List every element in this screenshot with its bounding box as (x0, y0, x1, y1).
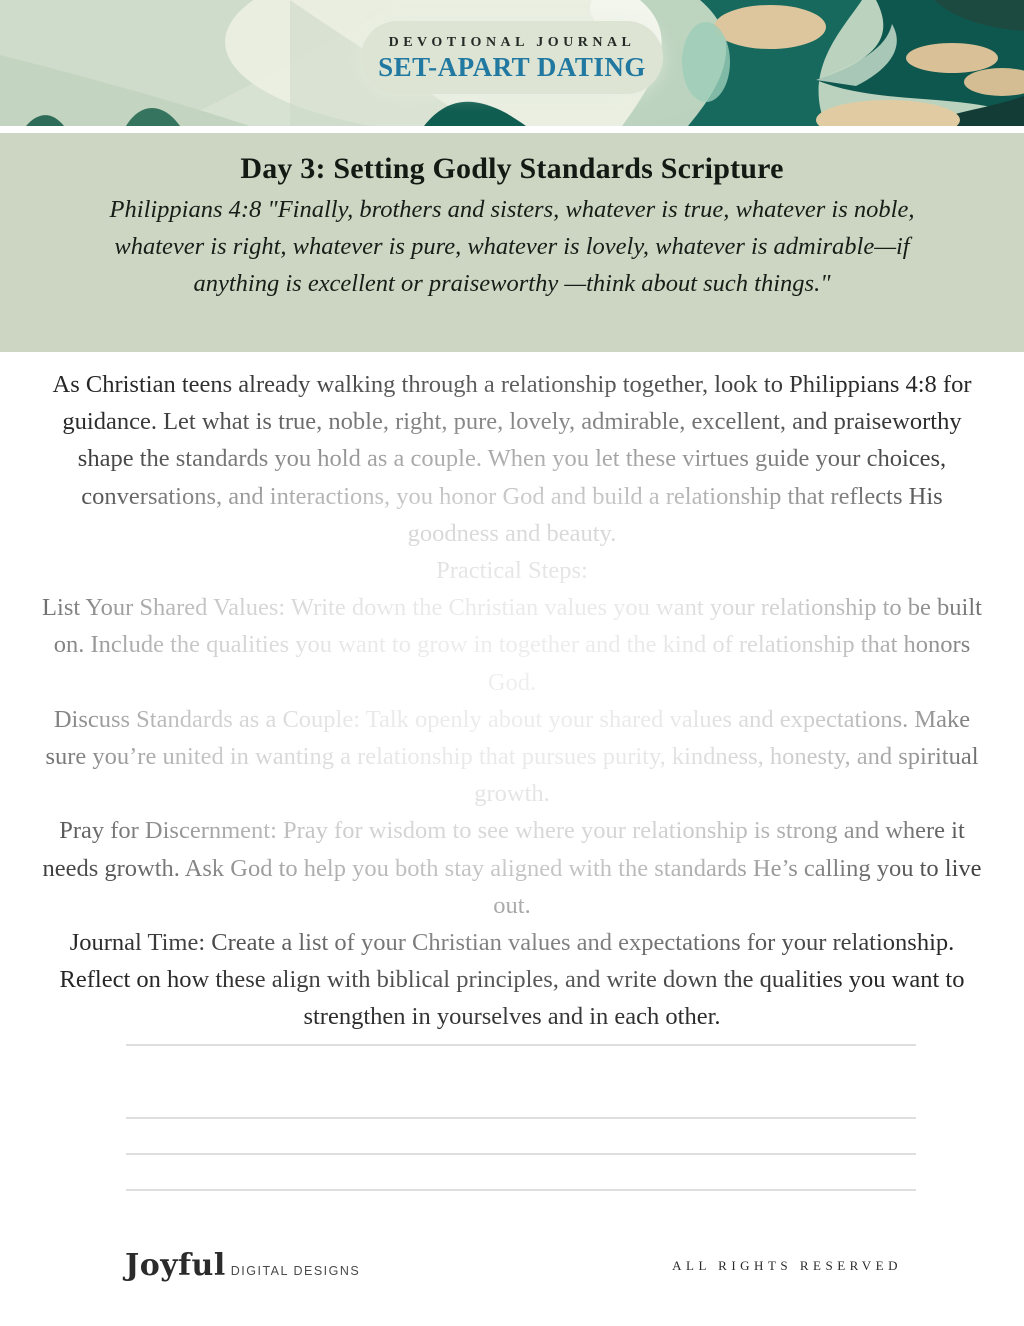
header-watercolor-banner (0, 0, 1024, 126)
devotional-body-text (36, 366, 988, 1036)
body-paragraph-pray-discernment: Pray for Discernment: Pray for wisdom to see where your relationship is strong and where it needs growth. Ask God to help you both stay aligned with the standards He’s calling you to live out. (42, 817, 982, 919)
body-paragraph-list-values: List Your Shared Values: Write down the Christian values you want your relationship to be built on. Include the qualities you want to grow in together and the kind of relationship that honors God. (42, 594, 982, 696)
brand-suffix-label: DIGITAL DESIGNS (230, 1264, 361, 1278)
journal-writing-line (126, 1117, 916, 1119)
rights-reserved-label: ALL RIGHTS RESERVED (672, 1258, 902, 1273)
brand-logo (125, 1248, 360, 1283)
scripture-verse: Philippians 4:8 "Finally, brothers and sisters, whatever is true, whatever is noble, whatever is right, whatever is pure, whatever is lovely, whatever is admirable—if anything is excellent or praiseworthy —think about such things." (109, 196, 915, 297)
journal-writing-line (126, 1044, 916, 1046)
badge-title-label: SET-APART DATING (378, 52, 646, 82)
scripture-band (0, 133, 1024, 352)
badge-eyebrow-label: DEVOTIONAL JOURNAL (388, 35, 636, 50)
body-paragraph-intro: As Christian teens already walking through a relationship together, look to Philippians 4:8 for guidance. Let what is true, noble, right, pure, lovely, admirable, excellent, and praiseworthy shape the standards you hold as a couple. When you let these virtues guide your choices, conversations, and interactions, you honor God and build a relationship that reflects His goodness and beauty. (52, 371, 972, 547)
journal-writing-line (126, 1189, 916, 1191)
page-footer (125, 1248, 902, 1283)
page-title: Day 3: Setting Godly Standards Scripture (240, 152, 784, 185)
body-paragraph-discuss-standards: Discuss Standards as a Couple: Talk openly about your shared values and expectations. Make sure you’re united in wanting a relationship that pursues purity, kindness, honesty, and spiritual growth. (45, 705, 979, 808)
brand-name-label: Joyful (125, 1248, 226, 1283)
body-paragraph-practical-steps-heading: Practical Steps: (436, 557, 588, 585)
journal-badge (361, 21, 663, 94)
journal-writing-line (126, 1153, 916, 1155)
body-paragraph-journal-time: Journal Time: Create a list of your Christian values and expectations for your relationship. Reflect on how these align with biblical principles, and write down the qualities you want to strengthen in yourselves and in each other. (59, 929, 965, 1031)
